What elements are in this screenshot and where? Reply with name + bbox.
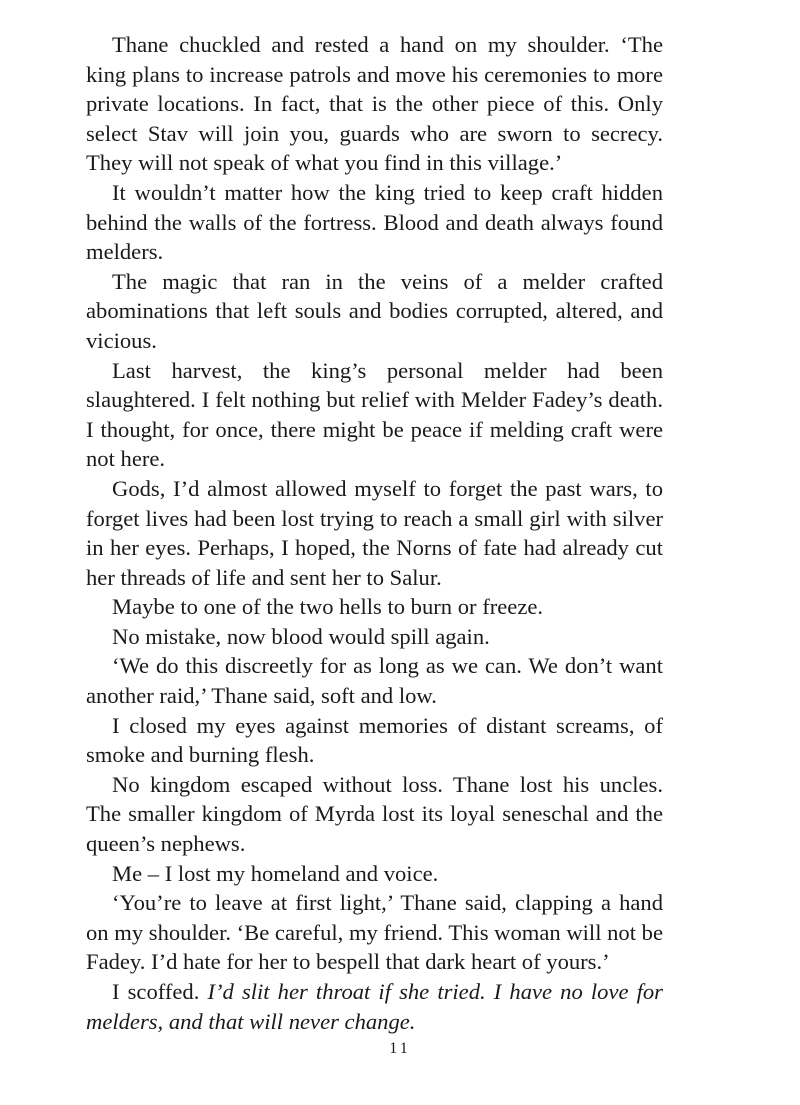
paragraph: No kingdom escaped without loss. Thane lost his uncles. The smaller kingdom of Myrda lost its loyal seneschal and the queen’s nephews. xyxy=(86,771,663,857)
paragraph: ‘You’re to leave at first light,’ Thane said, clapping a hand on my shoulder. ‘Be careful, my friend. This woman will not be Fadey. I’d hate for her to bespell that dark heart of yours.’ xyxy=(86,890,663,975)
paragraph: It wouldn’t matter how the king tried to keep craft hidden behind the walls of the fortress. Blood and death always found melders. xyxy=(86,179,663,265)
paragraph: Thane chuckled and rested a hand on my shoulder. ‘The king plans to increase patrols and move his ceremonies to more private locations. In fact, that is the other piece of this. Only select Stav will join you, guards who are sworn to secrecy. They will not speak of what you find in this village.’ xyxy=(86,32,663,176)
paragraph: Gods, I’d almost allowed myself to forget the past wars, to forget lives had been lost trying to reach a small girl with silver in her eyes. Perhaps, I hoped, the Norns of fate had already cut her threads of life and sent her to Salur. xyxy=(86,475,663,590)
paragraph: ‘We do this discreetly for as long as we can. We don’t want another raid,’ Thane said, soft and low. xyxy=(86,653,663,709)
paragraph: Maybe to one of the two hells to burn or freeze. xyxy=(112,594,544,620)
final-paragraph-italic: I’d slit her throat if she tried. I have no love for melders, and that will never change. xyxy=(86,979,663,1034)
paragraph: The magic that ran in the veins of a melder crafted abominations that left souls and bodies corrupted, altered, and vicious. xyxy=(86,268,663,353)
page-body xyxy=(86,30,663,1036)
paragraph: No mistake, now blood would spill again. xyxy=(112,623,490,649)
paragraph: Last harvest, the king’s personal melder had been slaughtered. I felt nothing but relief with Melder Fadey’s death. I thought, for once, there might be peace if melding craft were not here. xyxy=(86,357,663,472)
page-number: 11 xyxy=(389,1040,411,1057)
paragraph: I closed my eyes against memories of distant screams, of smoke and burning flesh. xyxy=(86,712,663,768)
paragraph: Me – I lost my homeland and voice. xyxy=(112,860,439,886)
final-paragraph xyxy=(86,977,663,1036)
final-paragraph-lead: I scoffed. xyxy=(112,979,208,1004)
